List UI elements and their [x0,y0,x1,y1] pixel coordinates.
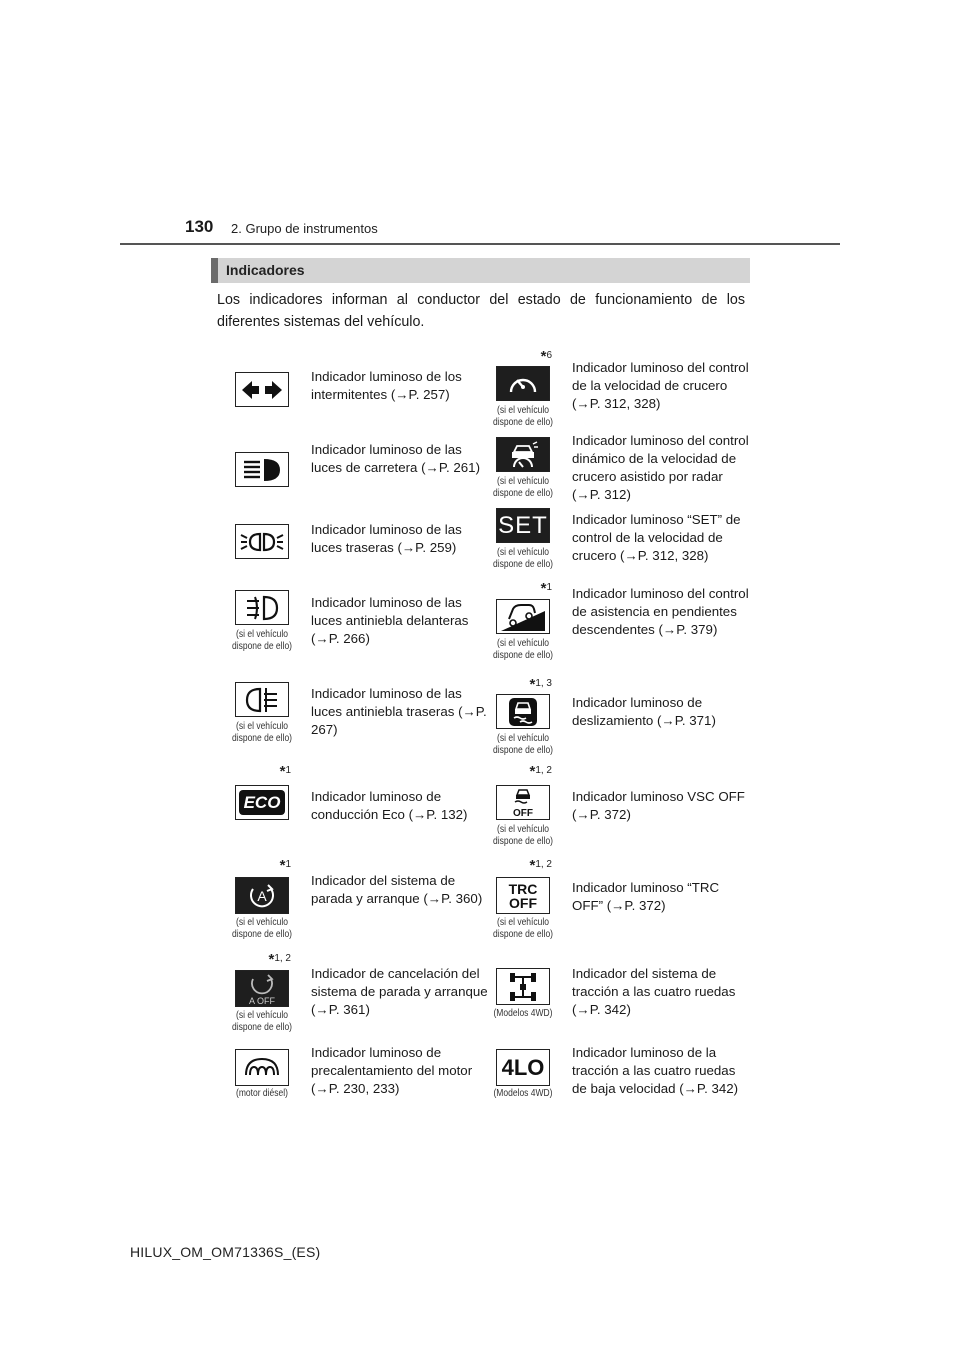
icon-label: SET [498,511,548,539]
glow-plug-icon [235,1049,289,1086]
availability-note: (si el vehículo dispone de ello) [492,917,554,940]
indicator-description: Indicador luminoso de las luces antiniebla delanteras (→P. 266) [311,595,469,646]
indicator-description: Indicador luminoso de la tracción a las cuatro ruedas de baja velocidad (→P. 342) [572,1045,739,1096]
section-heading [211,258,750,283]
stop-start-off-icon [235,970,289,1007]
icon-label: A OFF [248,995,276,1005]
footnote-marker: *6 [540,348,552,365]
icon-label: 4LO [501,1054,545,1080]
indicator-description: Indicador luminoso “TRC OFF” (→P. 372) [572,880,720,913]
turn-signal-arrows-icon [235,372,289,407]
footnote-marker: *1 [540,580,552,597]
indicator-description: Indicador luminoso del control de asistencia en pendientes descendentes (→P. 379) [572,586,749,637]
indicator-description: Indicador luminoso del control de la velocidad de crucero (→P. 312, 328) [572,360,749,411]
front-fog-icon [235,590,289,625]
availability-note: (si el vehículo dispone de ello) [492,476,554,499]
footnote-marker: *1, 2 [529,763,552,780]
availability-note: (si el vehículo dispone de ello) [492,638,554,661]
tail-light-icon [235,524,289,559]
intro-paragraph: Los indicadores informan al conductor del estado de funcionamiento de los diferentes sistemas del vehículo. [217,292,745,330]
indicator-description: Indicador luminoso de deslizamiento (→P. 371) [572,695,716,728]
footnote-marker: *1 [279,857,291,874]
availability-note: (Modelos 4WD) [493,1088,553,1099]
trc-off-icon [496,877,550,914]
availability-note: (si el vehículo dispone de ello) [492,547,554,570]
vsc-off-icon [496,785,550,820]
indicator-description: Indicador luminoso VSC OFF (→P. 372) [572,789,745,822]
availability-note: (si el vehículo dispone de ello) [231,917,293,940]
availability-note: (si el vehículo dispone de ello) [231,629,293,652]
footnote-marker: *1, 2 [529,857,552,874]
indicator-description: Indicador luminoso “SET” de control de la velocidad de crucero (→P. 312, 328) [572,512,741,563]
four-wheel-drive-icon [496,968,550,1005]
section-title: Indicadores [226,262,305,278]
availability-note: (si el vehículo dispone de ello) [231,1010,293,1033]
cruise-control-icon [496,366,550,401]
indicator-description: Indicador de cancelación del sistema de parada y arranque (→P. 361) [311,966,488,1017]
indicator-description: Indicador del sistema de parada y arranque (→P. 360) [311,873,483,906]
set-text-icon [496,508,550,543]
rear-fog-icon [235,682,289,717]
page-number: 130 [185,217,214,236]
4lo-icon [496,1049,550,1086]
indicator-description: Indicador del sistema de tracción a las cuatro ruedas (→P. 342) [572,966,736,1017]
availability-note: (motor diésel) [236,1088,288,1099]
indicator-description: Indicador luminoso de precalentamiento del motor (→P. 230, 233) [311,1045,473,1096]
indicator-description: Indicador luminoso de conducción Eco (→P. 132) [311,789,468,822]
icon-label: A [257,887,267,904]
availability-note: (Modelos 4WD) [493,1008,553,1019]
indicator-description: Indicador luminoso de las luces traseras (→P. 259) [311,522,462,555]
availability-note: (si el vehículo dispone de ello) [492,733,554,756]
chapter-title: 2. Grupo de instrumentos [231,221,378,236]
high-beam-icon [235,452,289,487]
indicator-description: Indicador luminoso de las luces antiniebla traseras (→P. 267) [311,686,487,737]
indicator-description: Indicador luminoso de las luces de carretera (→P. 261) [311,442,481,475]
eco-icon [235,785,289,820]
icon-label: ECO [243,792,281,812]
slip-indicator-icon [496,694,550,729]
icon-label: TRC OFF [508,880,538,911]
indicator-description: Indicador luminoso de los intermitentes (→P. 257) [311,369,462,402]
icon-label: OFF [513,807,533,819]
header-rule [120,243,840,245]
downhill-assist-icon [496,599,550,634]
stop-start-icon [235,877,289,914]
indicator-description: Indicador luminoso del control dinámico de la velocidad de crucero asistido por radar (→P. 312) [572,433,749,502]
availability-note: (si el vehículo dispone de ello) [492,824,554,847]
availability-note: (si el vehículo dispone de ello) [231,721,293,744]
radar-cruise-icon [496,437,550,472]
footnote-marker: *1, 2 [268,951,291,968]
availability-note: (si el vehículo dispone de ello) [492,405,554,428]
document-id: HILUX_OM_OM71336S_(ES) [130,1244,321,1260]
footnote-marker: *1 [279,763,291,780]
footnote-marker: *1, 3 [529,676,552,693]
